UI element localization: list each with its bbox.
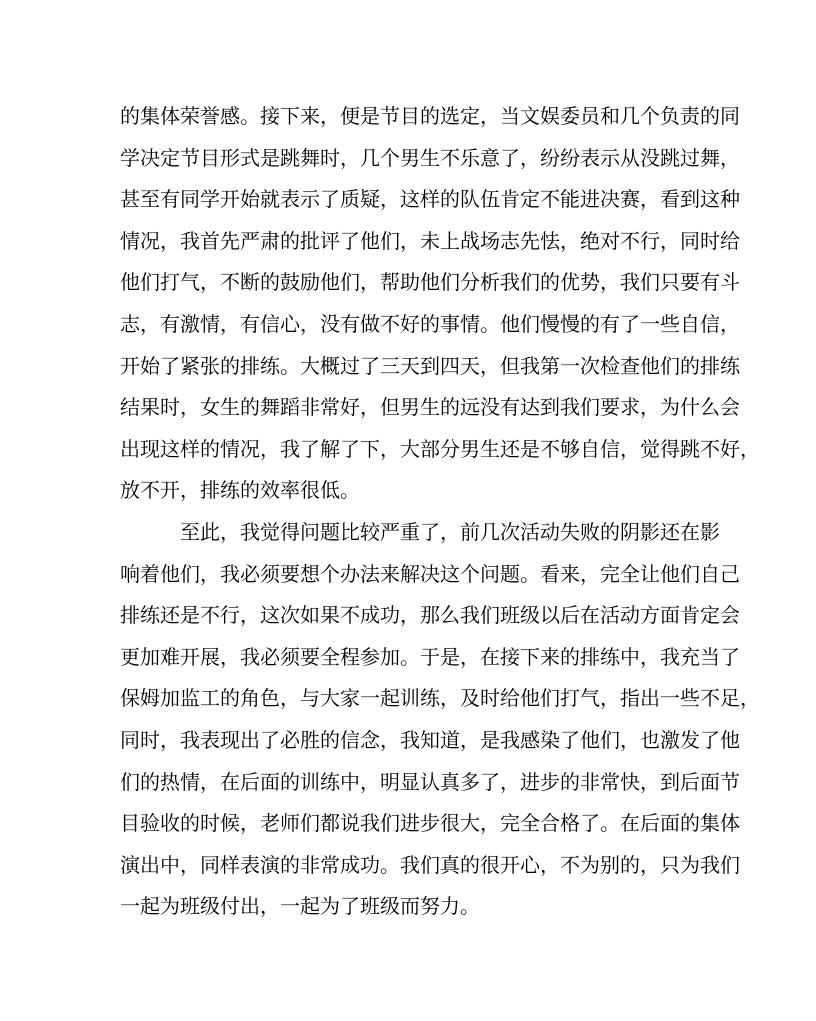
text-line: 甚至有同学开始就表示了质疑，这样的队伍肯定不能进决赛，看到这种 — [120, 187, 740, 212]
text-line: 他们打气，不断的鼓励他们，帮助他们分析我们的优势，我们只要有斗 — [120, 270, 740, 295]
text-line: 的集体荣誉感。接下来，便是节目的选定，当文娱委员和几个负责的同 — [120, 104, 740, 128]
text-line: 放不开，排练的效率很低。 — [120, 478, 360, 503]
text-line: 演出中，同样表演的非常成功。我们真的很开心，不为别的，只为我们 — [120, 852, 740, 877]
text-line: 学决定节目形式是跳舞时，几个男生不乐意了，纷纷表示从没跳过舞， — [120, 145, 740, 170]
body-text — [120, 96, 760, 928]
text-line: 保姆加监工的角色，与大家一起训练，及时给他们打气，指出一些不足， — [120, 686, 760, 711]
text-line: 更加难开展，我必须要全程参加。于是，在接下来的排练中，我充当了 — [120, 644, 740, 669]
text-line: 志，有激情，有信心，没有做不好的事情。他们慢慢的有了一些自信， — [120, 311, 740, 336]
text-line: 开始了紧张的排练。大概过了三天到四天，但我第一次检查他们的排练 — [120, 353, 740, 378]
text-line: 同时，我表现出了必胜的信念，我知道，是我感染了他们，也激发了他 — [120, 727, 740, 752]
paragraph-1 — [120, 96, 760, 512]
text-line: 响着他们，我必须要想个办法来解决这个问题。看来，完全让他们自己 — [120, 561, 740, 586]
text-line: 至此，我觉得问题比较严重了，前几次活动失败的阴影还在影 — [180, 519, 720, 544]
text-line: 们的热情，在后面的训练中，明显认真多了，进步的非常快，到后面节 — [120, 769, 740, 794]
text-line: 目验收的时候，老师们都说我们进步很大，完全合格了。在后面的集体 — [120, 811, 740, 836]
text-line: 情况，我首先严肃的批评了他们，未上战场志先怯，绝对不行，同时给 — [120, 228, 740, 253]
text-line: 一起为班级付出，一起为了班级而努力。 — [120, 894, 480, 919]
text-line: 出现这样的情况，我了解了下，大部分男生还是不够自信，觉得跳不好， — [120, 436, 760, 461]
text-line: 结果时，女生的舞蹈非常好，但男生的远没有达到我们要求，为什么会 — [120, 395, 740, 420]
text-line: 排练还是不行，这次如果不成功，那么我们班级以后在活动方面肯定会 — [120, 603, 740, 628]
paragraph-2 — [120, 512, 760, 928]
